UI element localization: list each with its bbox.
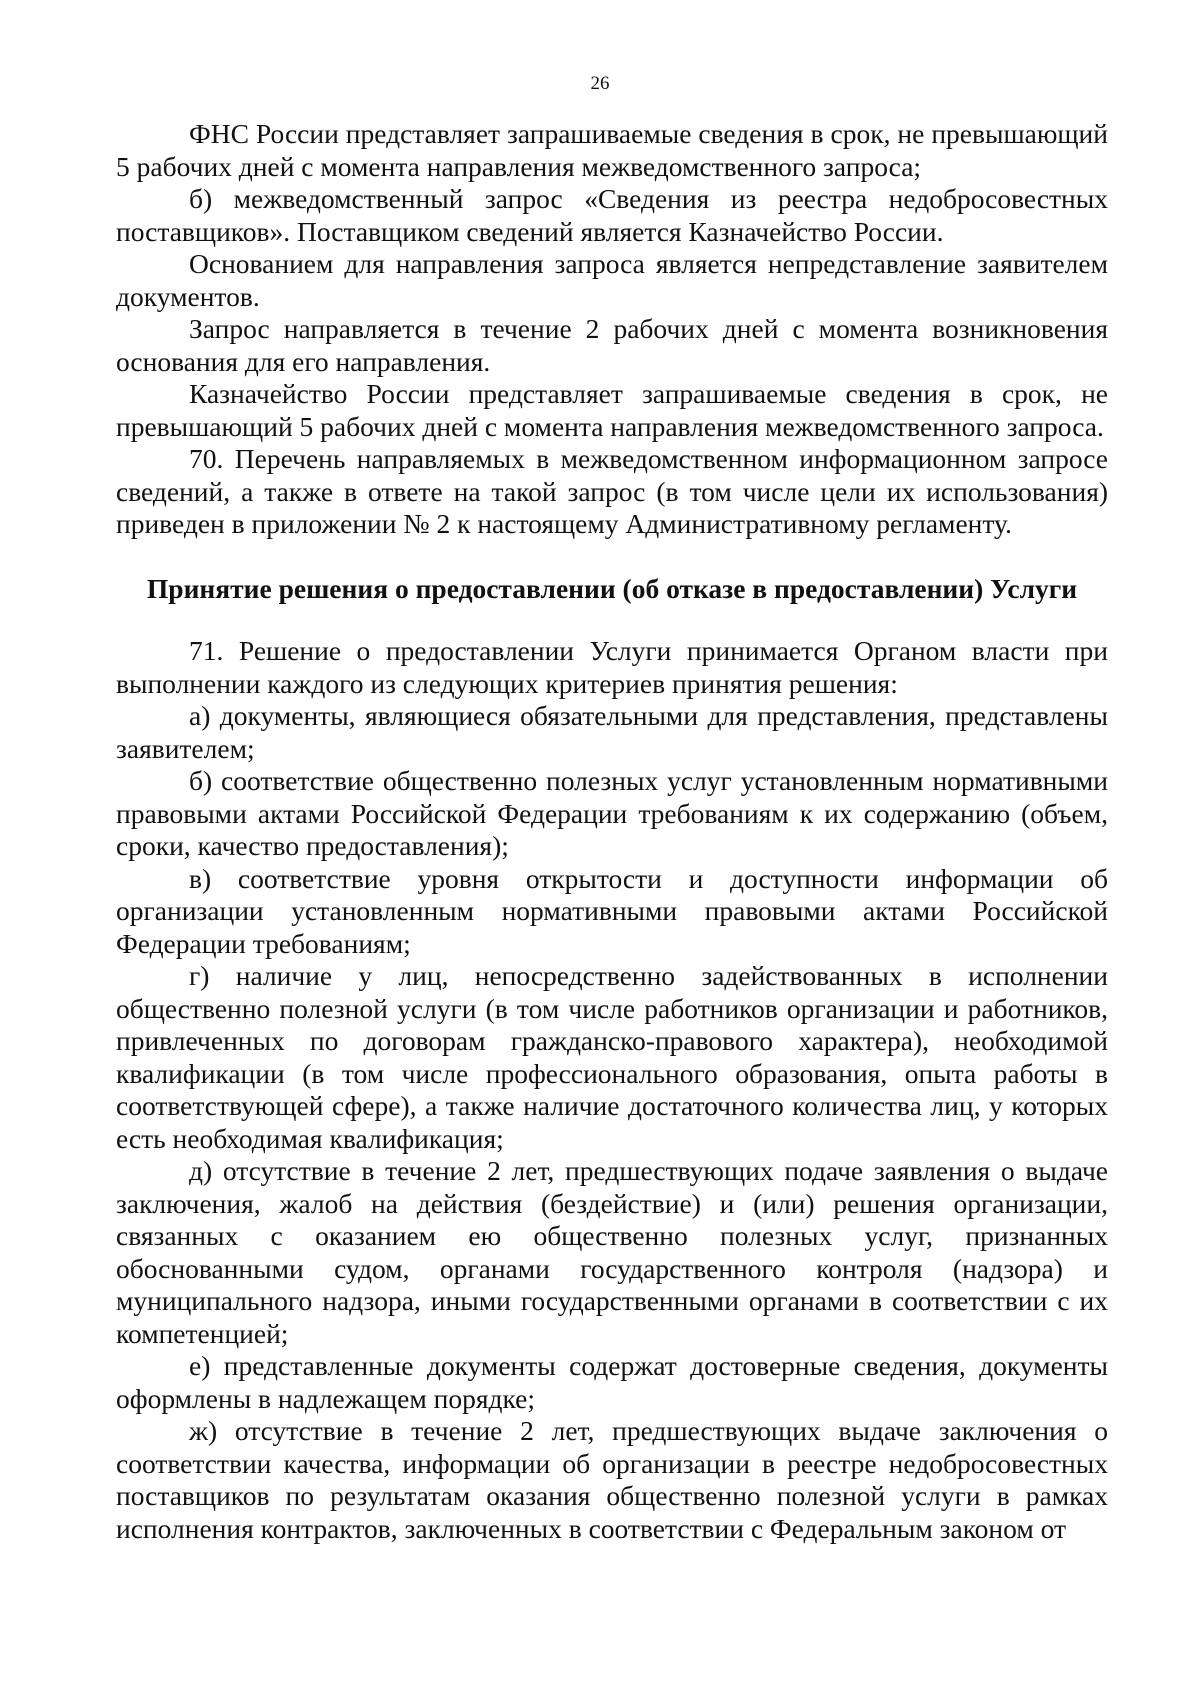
paragraph-item-70: 70. Перечень направляемых в межведомственном информационном запросе сведений, а также в ответе на такой запрос (в том числе цели их использования) приведен в приложении № 2 к настоящему Административному регламенту.	[116, 443, 1108, 539]
criterion-d: д) отсутствие в течение 2 лет, предшествующих подаче заявления о выдаче заключения, жалоб на действия (бездействие) и (или) решения организации, связанных с оказанием ею общественно полезных услуг, признанных обоснованными судом, органами государственного контроля (надзора) и муниципального надзора, иными государственными органами в соответствии с их компетенцией;	[116, 1155, 1108, 1349]
paragraph-fns-deadline: ФНС России представляет запрашиваемые сведения в срок, не превышающий 5 рабочих дней с момента направления межведомственного запроса;	[116, 118, 1108, 182]
criterion-v: в) соответствие уровня открытости и доступности информации об организации установленным нормативными правовыми актами Российской Федерации требованиям;	[116, 862, 1108, 959]
paragraph-request-timing: Запрос направляется в течение 2 рабочих дней с момента возникновения основания для его направления.	[116, 313, 1108, 377]
criterion-g: г) наличие у лиц, непосредственно задействованных в исполнении общественно полезной услуги (в том числе работников организации и работников, привлеченных по договорам гражданско-правового характера), необходимой квалификации (в том числе профессионального образования, опыта работы в соответствующей сфере), а также наличие достаточного количества лиц, у которых есть необходимая квалификация;	[116, 960, 1108, 1154]
page-number: 26	[590, 73, 610, 94]
paragraph-item-71: 71. Решение о предоставлении Услуги принимается Органом власти при выполнении каждого из следующих критериев принятия решения:	[116, 635, 1108, 699]
criterion-e: е) представленные документы содержат достоверные сведения, документы оформлены в надлежащем порядке;	[116, 1350, 1108, 1414]
document-body	[116, 118, 1108, 1545]
criterion-a: а) документы, являющиеся обязательными для представления, представлены заявителем;	[116, 700, 1108, 764]
paragraph-treasury-deadline: Казначейство России представляет запрашиваемые сведения в срок, не превышающий 5 рабочих дней с момента направления межведомственного запроса.	[116, 378, 1108, 442]
paragraph-request-basis: Основанием для направления запроса является непредставление заявителем документов.	[116, 248, 1108, 312]
criterion-zh: ж) отсутствие в течение 2 лет, предшествующих выдаче заключения о соответствии качества, информации об организации в реестре недобросовестных поставщиков по результатам оказания общественно полезной услуги в рамках исполнения контрактов, заключенных в соответствии с Федеральным законом от	[116, 1415, 1108, 1544]
criterion-b: б) соответствие общественно полезных услуг установленным нормативными правовыми актами Российской Федерации требованиям к их содержанию (объем, сроки, качество предоставления);	[116, 765, 1108, 861]
section-heading: Принятие решения о предоставлении (об отказе в предоставлении) Услуги	[146, 572, 1078, 604]
paragraph-request-b: б) межведомственный запрос «Сведения из реестра недобросовестных поставщиков». Поставщиком сведений является Казначейство России.	[116, 183, 1108, 247]
